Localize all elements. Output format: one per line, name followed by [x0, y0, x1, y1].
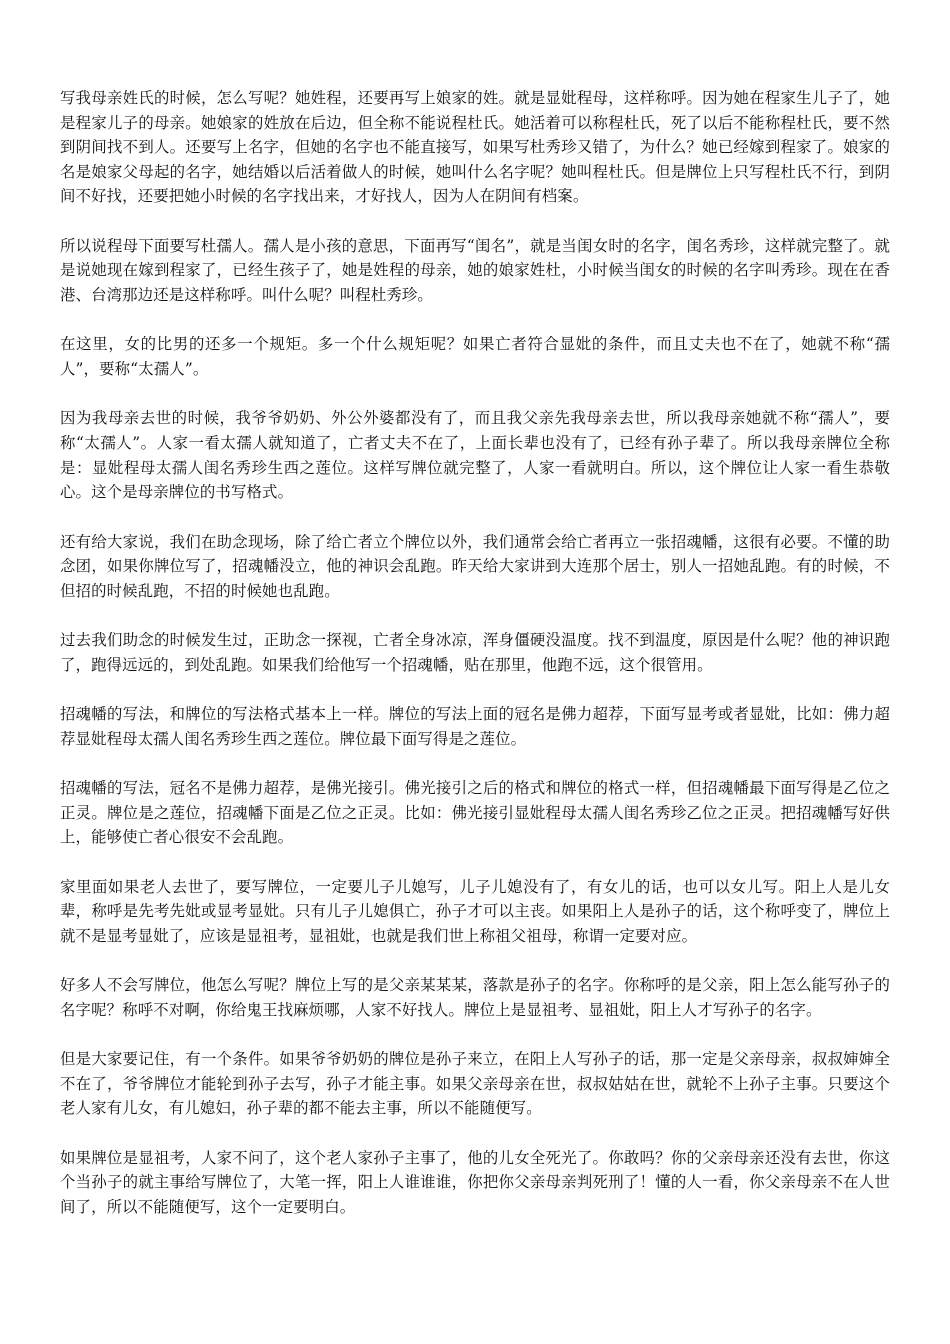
paragraph: 因为我母亲去世的时候，我爷爷奶奶、外公外婆都没有了，而且我父亲先我母亲去世，所以我母亲她就不称“孺人”，要称“太孺人”。人家一看太孺人就知道了，亡者丈夫不在了，上面长辈也没有了，已经有孙子辈了。所以我母亲牌位全称是：显妣程母太孺人闺名秀珍生西之莲位。这样写牌位就完整了，人家一看就明白。所以，这个牌位让人家一看生恭敬心。这个是母亲牌位的书写格式。: [60, 409, 890, 502]
paragraph: 好多人不会写牌位，他怎么写呢？牌位上写的是父亲某某某，落款是孙子的名字。你称呼的是父亲，阳上怎么能写孙子的名字呢？称呼不对啊，你给鬼王找麻烦哪，人家不好找人。牌位上是显祖考、显祖妣，阳上人才写孙子的名字。: [60, 976, 890, 1019]
paragraph: 招魂幡的写法，和牌位的写法格式基本上一样。牌位的写法上面的冠名是佛力超荐，下面写显考或者显妣，比如：佛力超荐显妣程母太孺人闺名秀珍生西之莲位。牌位最下面写得是之莲位。: [60, 705, 890, 748]
document-page: [60, 86, 890, 1244]
paragraph: 但是大家要记住，有一个条件。如果爷爷奶奶的牌位是孙子来立，在阳上人写孙子的话，那一定是父亲母亲，叔叔婶婶全不在了，爷爷牌位才能轮到孙子去写，孙子才能主事。如果父亲母亲在世，叔叔姑姑在世，就轮不上孙子主事。只要这个老人家有儿女，有儿媳妇，孙子辈的都不能去主事，所以不能随便写。: [60, 1050, 890, 1118]
paragraph: 写我母亲姓氏的时候，怎么写呢？她姓程，还要再写上娘家的姓。就是显妣程母，这样称呼。因为她在程家生儿子了，她是程家儿子的母亲。她娘家的姓放在后边，但全称不能说程杜氏。她活着可以称程杜氏，死了以后不能称程杜氏，要不然到阴间找不到人。还要写上名字，但她的名字也不能直接写，如果写杜秀珍又错了，为什么？她已经嫁到程家了。娘家的名是娘家父母起的名字，她结婚以后活着做人的时候，她叫什么名字呢？她叫程杜氏。但是牌位上只写程杜氏不行，到阴间不好找，还要把她小时候的名字找出来，才好找人，因为人在阴间有档案。: [60, 89, 890, 206]
paragraph: 招魂幡的写法，冠名不是佛力超荐，是佛光接引。佛光接引之后的格式和牌位的格式一样，但招魂幡最下面写得是乙位之正灵。牌位是之莲位，招魂幡下面是乙位之正灵。比如：佛光接引显妣程母太孺人闺名秀珍乙位之正灵。把招魂幡写好供上，能够使亡者心很安不会乱跑。: [60, 779, 890, 847]
paragraph: 如果牌位是显祖考，人家不问了，这个老人家孙子主事了，他的儿女全死光了。你敢吗？你的父亲母亲还没有去世，你这个当孙子的就主事给写牌位了，大笔一挥，阳上人谁谁谁，你把你父亲母亲判死刑了！懂的人一看，你父亲母亲不在人世间了，所以不能随便写，这个一定要明白。: [60, 1148, 890, 1216]
paragraph: 在这里，女的比男的还多一个规矩。多一个什么规矩呢？如果亡者符合显妣的条件，而且丈夫也不在了，她就不称“孺人”，要称“太孺人”。: [60, 335, 890, 378]
paragraph: 家里面如果老人去世了，要写牌位，一定要儿子儿媳写，儿子儿媳没有了，有女儿的话，也可以女儿写。阳上人是儿女辈，称呼是先考先妣或显考显妣。只有儿子儿媳俱亡，孙子才可以主丧。如果阳上人是孙子的话，这个称呼变了，牌位上就不是显考显妣了，应该是显祖考，显祖妣，也就是我们世上称祖父祖母，称谓一定要对应。: [60, 877, 890, 945]
paragraph: 所以说程母下面要写杜孺人。孺人是小孩的意思，下面再写“闺名”，就是当闺女时的名字，闺名秀珍，这样就完整了。就是说她现在嫁到程家了，已经生孩子了，她是姓程的母亲，她的娘家姓杜，小时候当闺女的时候的名字叫秀珍。现在在香港、台湾那边还是这样称呼。叫什么呢？叫程杜秀珍。: [60, 236, 890, 304]
paragraph: 还有给大家说，我们在助念现场，除了给亡者立个牌位以外，我们通常会给亡者再立一张招魂幡，这很有必要。不懂的助念团，如果你牌位写了，招魂幡没立，他的神识会乱跑。昨天给大家讲到大连那个居士，别人一招她乱跑。有的时候，不但招的时候乱跑，不招的时候她也乱跑。: [60, 532, 890, 600]
paragraph: 过去我们助念的时候发生过，正助念一探视，亡者全身冰凉，浑身僵硬没温度。找不到温度，原因是什么呢？他的神识跑了，跑得远远的，到处乱跑。如果我们给他写一个招魂幡，贴在那里，他跑不远，这个很管用。: [60, 631, 890, 674]
